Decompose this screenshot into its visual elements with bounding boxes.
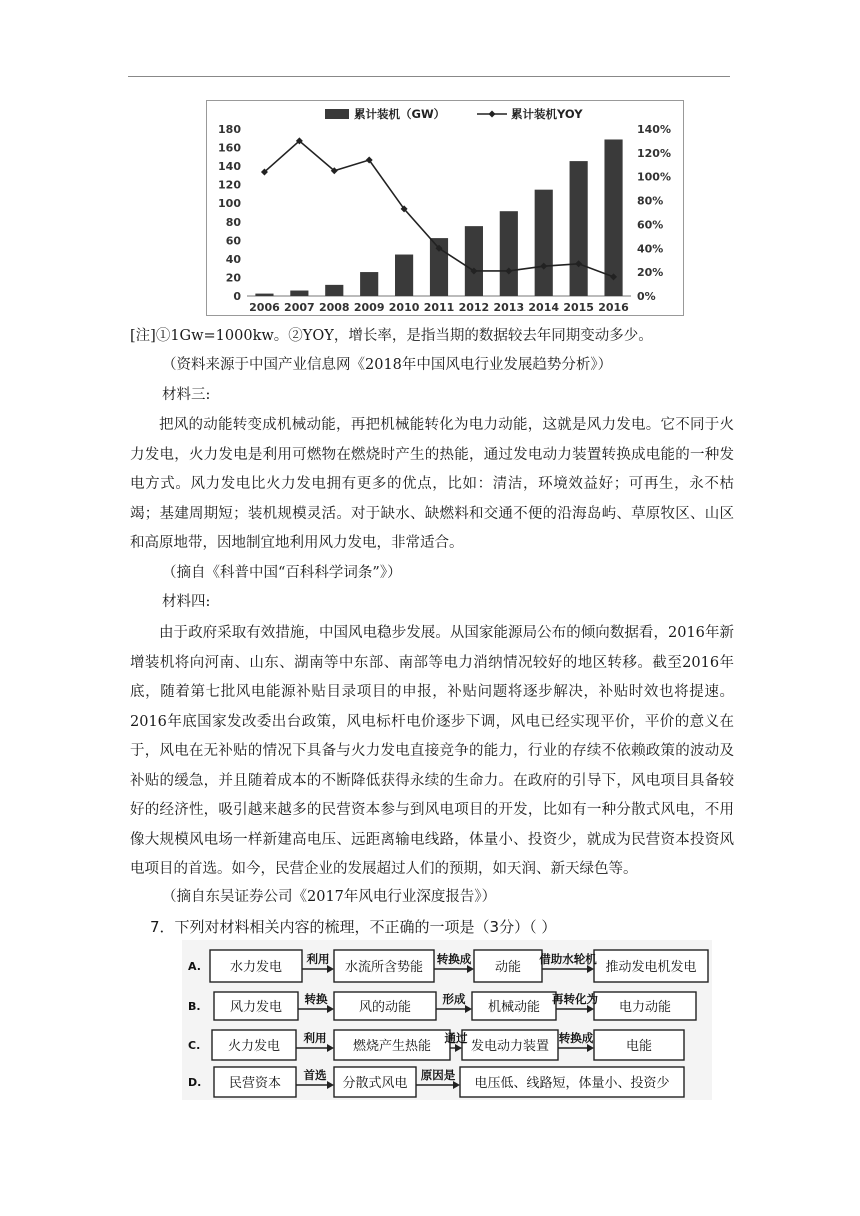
x-tick-label: 2016: [598, 301, 629, 314]
legend-bar-label: 累计装机（GW）: [354, 107, 446, 121]
flow-box-text: 火力发电: [227, 1039, 281, 1054]
x-tick-label: 2008: [318, 301, 350, 314]
flow-box-text: 电力动能: [618, 1000, 672, 1015]
flow-arrow-label: 首选: [303, 1068, 327, 1082]
flow-box-text: 动能: [494, 960, 522, 975]
y-right-tick-label: 140%: [637, 123, 671, 136]
bar-2016: [604, 139, 622, 296]
material-4-body: 由于政府采取有效措施，中国风电稳步发展。从国家能源局公布的倾向数据看，2016年新增装机将向河南、山东、湖南等中东部、南部等电力消纳情况较好的地区转移。截至2016年底，随着第七批风电能源补贴目录项目的申报，补贴问题将逐步解决，补贴时效也将提速。2016年底国家发改委出台政策，风电标杆电价逐步下调，风电已经实现平价，平价的意义在于，风电在无补贴的情况下具备与火力发电直接竞争的能力，行业的存续不依赖政策的波动及补贴的缓急，并且随着成本的不断降低获得永续的生命力。在政府的引导下，风电项目具备较好的经济性，吸引越来越多的民营资本参与到风电项目的开发，比如有一种分散式风电，不用像大规模风电场一样新建高电压、远距离输电线路，体量小、投资少，就成为民营资本投资风电项目的首选。如今，民营企业的发展超过人们的预期，如天润、新天绿色等。: [130, 625, 734, 877]
flow-arrow-label: 利用: [306, 952, 330, 966]
y-left-tick-label: 140: [218, 160, 241, 174]
question-7: 7．下列对材料相关内容的梳理，不正确的一项是（3分）（ ）: [150, 918, 557, 936]
flow-arrowhead: [467, 965, 474, 973]
flow-arrow-label: 再转化为: [552, 992, 598, 1006]
flow-row-label: C.: [188, 1039, 201, 1052]
x-tick-label: 2014: [528, 301, 560, 314]
y-left-tick-label: 120: [218, 178, 241, 192]
bar-2006: [255, 294, 273, 296]
x-tick-label: 2007: [284, 301, 315, 314]
flow-arrow-label: 原因是: [420, 1068, 456, 1082]
y-left-tick-label: 40: [225, 252, 241, 266]
legend-line-label: 累计装机YOY: [511, 107, 583, 121]
source-line-3: （摘自东吴证券公司《2017年风电行业深度报告》）: [162, 889, 497, 905]
flow-box-text: 水流所含势能: [344, 960, 424, 975]
y-right-tick-label: 100%: [637, 170, 671, 184]
bar-2007: [290, 291, 308, 296]
material-3-body: 把风的动能转变成机械动能，再把机械能转化为电力动能，这就是风力发电。它不同于火力发电，火力发电是利用可燃物在燃烧时产生的热能，通过发电动力装置转换成电能的一种发电方式。风力发电比火力发电拥有更多的优点，比如：清洁，环境效益好；可再生，永不枯竭；基建周期短；装机规模灵活。对于缺水、缺燃料和交通不便的沿海岛屿、草原牧区、山区和高原地带，因地制宜地利用风力发电，非常适合。: [130, 417, 734, 551]
y-right-tick-label: 0%: [637, 290, 656, 303]
bar-2013: [500, 211, 518, 296]
wind-capacity-chart: [206, 100, 684, 316]
y-right-tick-label: 60%: [637, 218, 664, 232]
flow-box-text: 风力发电: [229, 1000, 283, 1015]
flow-arrowhead: [327, 1005, 334, 1013]
material-3-title: 材料三:: [162, 387, 211, 403]
flow-box-text: 民营资本: [228, 1076, 282, 1091]
y-left-tick-label: 20: [225, 271, 241, 285]
y-left-tick-label: 60: [225, 234, 241, 248]
flow-arrow-label: 转换: [304, 992, 328, 1006]
flow-box-text: 水力发电: [229, 960, 283, 975]
flow-arrowhead: [587, 965, 594, 973]
flow-arrow-label: 利用: [303, 1031, 327, 1045]
source-line-1: （资料来源于中国产业信息网《2018年中国风电行业发展趋势分析》）: [162, 357, 613, 373]
flow-arrow-label: 转换成: [558, 1031, 594, 1045]
header-rule: [128, 76, 730, 77]
flow-arrowhead: [327, 965, 334, 973]
flow-box-text: 燃烧产生热能: [352, 1039, 432, 1054]
y-right-tick-label: 20%: [637, 266, 664, 280]
bar-2009: [360, 272, 378, 296]
bar-2015: [570, 161, 588, 296]
flow-arrowhead: [587, 1005, 594, 1013]
y-left-tick-label: 0: [233, 290, 241, 303]
flow-box-text: 发电动力装置: [470, 1039, 550, 1054]
flow-arrow-label: 借助水轮机: [539, 952, 597, 966]
flow-box-text: 机械动能: [487, 1000, 541, 1015]
bar-2008: [325, 285, 343, 296]
flow-row-label: A.: [188, 960, 201, 973]
x-tick-label: 2010: [388, 301, 420, 314]
flow-arrowhead: [327, 1081, 334, 1089]
x-tick-label: 2012: [458, 301, 490, 314]
y-left-tick-label: 160: [218, 141, 241, 155]
x-tick-label: 2013: [493, 301, 525, 314]
y-left-tick-label: 100: [218, 197, 241, 211]
source-line-2: （摘自《科普中国“百科科学词条”》）: [162, 565, 402, 581]
flow-box-text: 风的动能: [358, 1000, 412, 1015]
flow-box-text: 电压低、线路短，体量小、投资少: [474, 1076, 670, 1091]
chart-note: [注]①1Gw=1000kw。②YOY，增长率，是指当期的数据较去年同期变动多少。: [130, 328, 653, 344]
flow-arrowhead: [587, 1044, 594, 1052]
x-tick-label: 2015: [563, 301, 594, 314]
flow-box-text: 推动发电机发电: [605, 960, 697, 975]
flow-arrowhead: [327, 1044, 334, 1052]
y-left-tick-label: 80: [225, 215, 241, 229]
chart-svg: [207, 101, 683, 315]
legend-line-marker: [489, 111, 496, 118]
legend-bar-swatch: [325, 109, 349, 119]
flow-arrow-label: 转换成: [436, 952, 472, 966]
flow-arrowhead: [455, 1044, 462, 1052]
flow-box-text: 分散式风电: [342, 1076, 408, 1091]
flow-row-label: D.: [188, 1076, 202, 1089]
x-tick-label: 2011: [423, 301, 455, 314]
y-right-tick-label: 80%: [637, 194, 664, 208]
flow-arrow-label: 形成: [442, 992, 466, 1006]
bar-2012: [465, 226, 483, 296]
x-tick-label: 2006: [249, 301, 280, 314]
y-right-tick-label: 40%: [637, 242, 664, 256]
flowchart-svg: [182, 940, 712, 1100]
flow-arrow-label: 通过: [444, 1031, 468, 1045]
bar-2014: [535, 190, 553, 296]
flow-box-text: 电能: [625, 1039, 653, 1054]
bar-2010: [395, 255, 413, 296]
flow-arrowhead: [453, 1081, 460, 1089]
x-tick-label: 2009: [353, 301, 385, 314]
flow-row-label: B.: [188, 1000, 201, 1013]
material-4-title: 材料四:: [162, 594, 211, 610]
y-left-tick-label: 180: [218, 123, 241, 136]
y-right-tick-label: 120%: [637, 146, 671, 160]
flowchart-options: [182, 940, 712, 1100]
flow-arrowhead: [465, 1005, 472, 1013]
